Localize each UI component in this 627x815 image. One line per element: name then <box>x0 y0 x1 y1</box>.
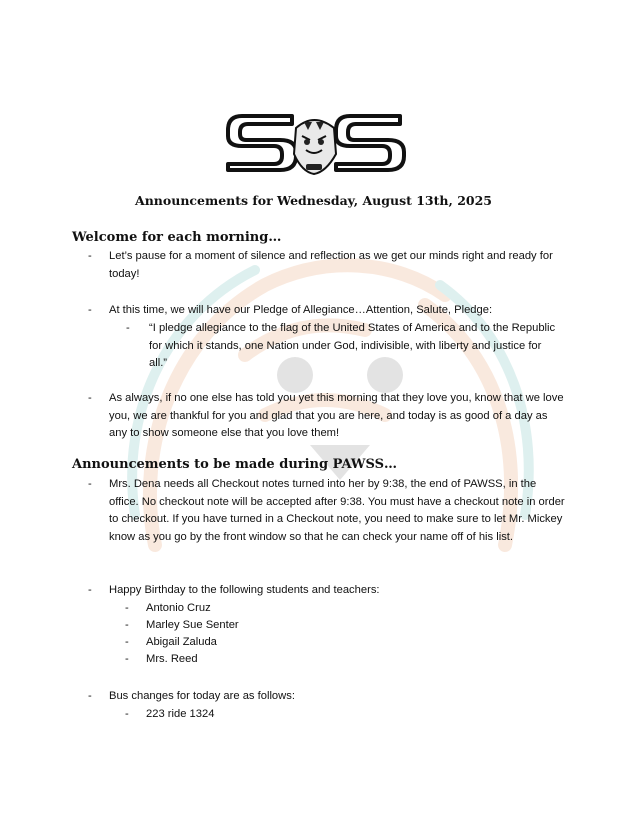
bullet-dash: - <box>88 584 92 596</box>
birthday-name: Mrs. Reed <box>146 653 198 665</box>
bullet-dash: - <box>126 322 130 334</box>
pledge-text: “I pledge allegiance to the flag of the United States of America and to the Republic for which it stands, one Nation under God, indivisible, with liberty and justice for all.” <box>149 322 556 369</box>
bullet-dash: - <box>88 250 92 262</box>
sub-list-item <box>125 651 565 669</box>
list-item <box>88 390 566 443</box>
sub-list-item <box>125 600 565 618</box>
bullet-dash: - <box>88 690 92 702</box>
bullet-dash: - <box>88 478 92 490</box>
birthday-name: Marley Sue Senter <box>146 619 239 631</box>
birthday-name: Antonio Cruz <box>146 602 211 614</box>
list-item-text: Happy Birthday to the following students and teachers: <box>109 584 380 596</box>
list-item <box>88 688 566 706</box>
list-item <box>88 302 566 320</box>
list-item <box>88 476 566 546</box>
bullet-dash: - <box>125 708 129 720</box>
list-item-text: As always, if no one else has told you yet this morning that they love you, know that we love you, we are thankful for you and glad that you are here, and today is as good of a day as any to show someone else that you love them! <box>109 392 564 439</box>
page-title: Announcements for Wednesday, August 13th, 2025 <box>135 193 492 208</box>
list-item-text: Let’s pause for a moment of silence and reflection as we get our minds right and ready for today! <box>109 250 553 280</box>
section-title-welcome: Welcome for each morning… <box>72 230 282 245</box>
list-item <box>88 582 566 600</box>
list-item <box>88 248 566 283</box>
sub-list-item <box>126 320 560 373</box>
bullet-dash: - <box>88 392 92 404</box>
sub-list-item <box>125 706 565 724</box>
bullet-dash: - <box>88 304 92 316</box>
list-item-text: Mrs. Dena needs all Checkout notes turned into her by 9:38, the end of PAWSS, in the office. No checkout note will be accepted after 9:38. You must have a checkout note in order to checkout. If you have turned in a Checkout note, you need to make sure to let Mr. Mickey know as you go by the front window so that he can check your name off of his list. <box>109 478 565 543</box>
section-title-pawss: Announcements to be made during PAWSS… <box>72 457 397 472</box>
sub-list-item <box>125 634 565 652</box>
bullet-dash: - <box>125 636 129 648</box>
bus-change: 223 ride 1324 <box>146 708 215 720</box>
birthday-name: Abigail Zaluda <box>146 636 217 648</box>
bullet-dash: - <box>125 653 129 665</box>
bullet-dash: - <box>125 602 129 614</box>
tiger-s-logo-icon <box>222 106 407 178</box>
bullet-dash: - <box>125 619 129 631</box>
list-item-text: At this time, we will have our Pledge of Allegiance…Attention, Salute, Pledge: <box>109 304 493 316</box>
list-item-text: Bus changes for today are as follows: <box>109 690 295 702</box>
sub-list-item <box>125 617 565 635</box>
